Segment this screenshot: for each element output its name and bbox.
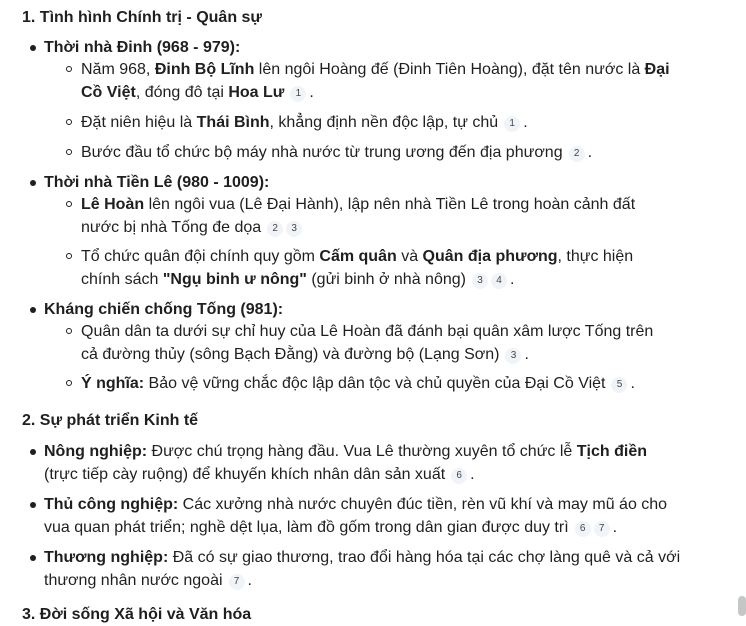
- list-item: Lê Hoàn lên ngôi vua (Lê Đại Hành), lập nên nhà Tiền Lê trong hoàn cảnh đất nước bị nhà Tống đe dọa 2 3: [81, 193, 671, 239]
- citation-chip[interactable]: 1: [504, 116, 520, 132]
- heading-dinh: Thời nhà Đinh (968 - 979):: [44, 39, 241, 56]
- citation-chip[interactable]: 6: [575, 521, 591, 537]
- list-item-tienle-dynasty: [44, 171, 684, 194]
- section-title-society: 3. Đời sống Xã hội và Văn hóa: [22, 606, 252, 623]
- section-title-politics: 1. Tình hình Chính trị - Quân sự: [22, 9, 263, 26]
- citation-chip[interactable]: 2: [267, 221, 283, 237]
- citation-chip[interactable]: 7: [229, 574, 245, 590]
- list-item: Tổ chức quân đội chính quy gồm Cấm quân và Quân địa phương, thực hiện chính sách "Ngụ binh ư nông" (gửi binh ở nhà nông) 3 4 .: [81, 245, 671, 291]
- citation-chip[interactable]: 5: [611, 377, 627, 393]
- section-title-economy: 2. Sự phát triển Kinh tế: [22, 412, 199, 429]
- citation-chip[interactable]: 3: [505, 348, 521, 364]
- list-item-commerce: Thương nghiệp: Đã có sự giao thương, trao đổi hàng hóa tại các chợ làng quê và cả với thương nhân nước ngoài 7 .: [44, 546, 684, 592]
- list-item: Quân dân ta dưới sự chỉ huy của Lê Hoàn đã đánh bại quân xâm lược Tống trên cả đường thủy (sông Bạch Đằng) và đường bộ (Lạng Sơn) 3 .: [81, 320, 671, 366]
- list-item: Đặt niên hiệu là Thái Bình, khẳng định nền độc lập, tự chủ 1 .: [81, 111, 671, 134]
- citation-chip[interactable]: 4: [491, 273, 507, 289]
- list-item-agriculture: Nông nghiệp: Được chú trọng hàng đầu. Vua Lê thường xuyên tổ chức lễ Tịch điền (trực tiếp cày ruộng) để khuyến khích nhân dân sản xuất 6 .: [44, 440, 684, 486]
- heading-khang-chien: Kháng chiến chống Tống (981):: [44, 301, 284, 318]
- citation-chip[interactable]: 6: [451, 468, 467, 484]
- list-item-handicraft: Thủ công nghiệp: Các xưởng nhà nước chuyên đúc tiền, rèn vũ khí và may mũ áo cho vua quan phát triển; nghề dệt lụa, làm đồ gốm trong dân gian được duy trì 6 7 .: [44, 493, 684, 539]
- list-item-song-war: [44, 298, 684, 321]
- list-item: Ý nghĩa: Bảo vệ vững chắc độc lập dân tộc và chủ quyền của Đại Cồ Việt 5 .: [81, 372, 671, 395]
- list-item-dinh-dynasty: [44, 36, 684, 59]
- citation-chip[interactable]: 3: [286, 221, 302, 237]
- heading-tienle: Thời nhà Tiền Lê (980 - 1009):: [44, 174, 270, 191]
- citation-chip[interactable]: 7: [594, 521, 610, 537]
- citation-chip[interactable]: 1: [290, 86, 306, 102]
- citation-chip[interactable]: 2: [569, 146, 585, 162]
- list-item: Năm 968, Đinh Bộ Lĩnh lên ngôi Hoàng đế (Đinh Tiên Hoàng), đặt tên nước là Đại Cồ Việt, đóng đô tại Hoa Lư 1 .: [81, 58, 671, 104]
- scrollbar-thumb[interactable]: [738, 596, 746, 616]
- list-item: Bước đầu tổ chức bộ máy nhà nước từ trung ương đến địa phương 2 .: [81, 141, 671, 164]
- citation-chip[interactable]: 3: [472, 273, 488, 289]
